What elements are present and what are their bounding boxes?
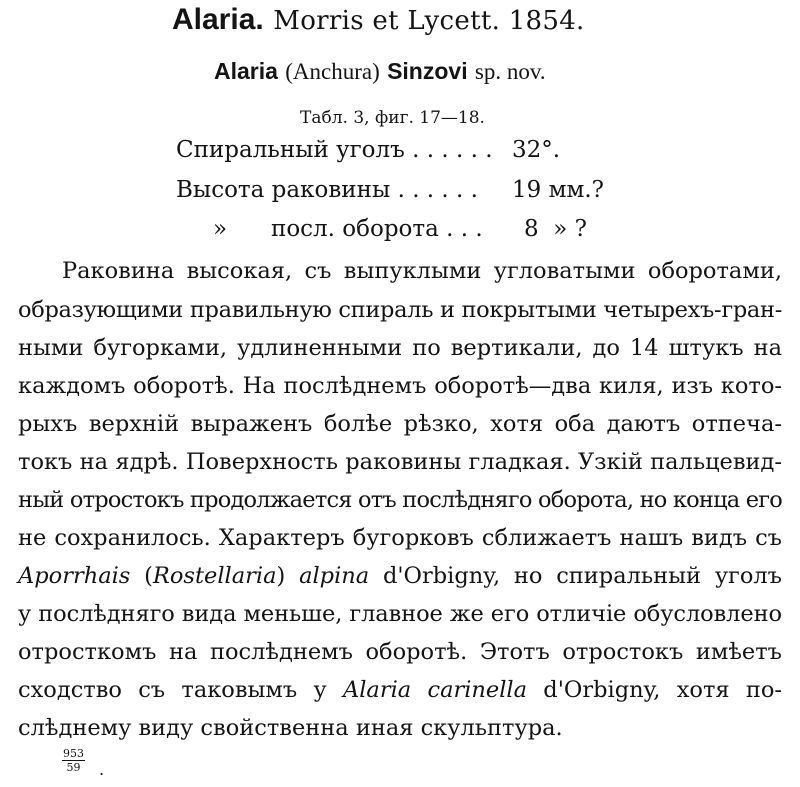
text-fragment: ( [130,563,153,589]
species-genus: Alaria [214,58,278,84]
signature-denominator: 59 [66,761,81,774]
taxon-italic: Aporrhais [18,563,131,589]
paragraph-line: ными бугорками, удлиненными по вертикали, до 14 штукъ на [18,335,782,361]
paragraph-line: отросткомъ на послѣднемъ оборотѣ. Этотъ отростокъ имѣетъ [18,639,782,665]
measurement-value: 8 » ? [524,216,587,242]
text-fragment: сходство съ таковымъ у [18,677,343,703]
text-fragment: ) [276,563,300,589]
text-fragment: d'Orbigny, но спиральный уголъ [369,563,783,589]
paragraph-line: у послѣдняго вида меньше, главное же его отличiе обусловлено [18,601,782,627]
measurement-value: 32°. [512,137,561,163]
taxon-italic: Alaria carinella [342,677,528,703]
signature-dot: . [99,760,105,779]
species-name: Sinzovi [387,58,468,84]
species-heading [214,58,546,85]
species-subgenus: (Anchura) [285,59,380,84]
ditto-mark: » [213,216,228,242]
taxon-italic: alpina [299,563,370,589]
paragraph-line: токъ на ядрѣ. Поверхность раковины гладкая. Узкiй пальцевид- [18,449,782,475]
paragraph-line: не сохранилось. Характеръ бугорковъ сближаетъ нашъ видъ съ [18,525,782,551]
taxon-italic: Rostellaria [152,563,277,589]
species-suffix: sp. nov. [474,59,546,84]
measurement-value: 19 мм.? [512,177,604,203]
text-fragment: d'Orbigny, хотя по- [527,677,782,703]
plate-reference: Табл. 3, фиг. 17—18. [300,108,485,128]
paragraph-line: Раковина высокая, съ выпуклыми угловатыми оборотами, [62,258,782,284]
measurement-label: Высота раковины . . . . . . [176,177,478,203]
paragraph-line [18,677,782,703]
paragraph-line [18,563,782,589]
signature-numerator: 953 [63,747,84,760]
genus-heading [172,2,585,37]
paragraph-line: каждомъ оборотѣ. На послѣднемъ оборотѣ—два киля, изъ кото- [18,373,782,399]
genus-name: Alaria. [172,3,264,36]
paragraph-line: рыхъ верхнiй выраженъ болѣе рѣзко, хотя оба даютъ отпеча- [18,411,782,437]
paragraph-line: образующими правильную спираль и покрытыми четырехъ-гран- [18,297,782,323]
paragraph-line: ный отростокъ продолжается отъ послѣдняго оборота, но конца его [18,487,782,513]
measurement-label: Спиральный уголъ . . . . . . [176,137,493,163]
signature-fraction [62,748,85,774]
paragraph-line: слѣднему виду свойственна иная скульптура. [18,715,563,741]
measurement-label: посл. оборота . . . [271,216,483,242]
genus-authors: Morris et Lycett. 1854. [273,6,585,36]
